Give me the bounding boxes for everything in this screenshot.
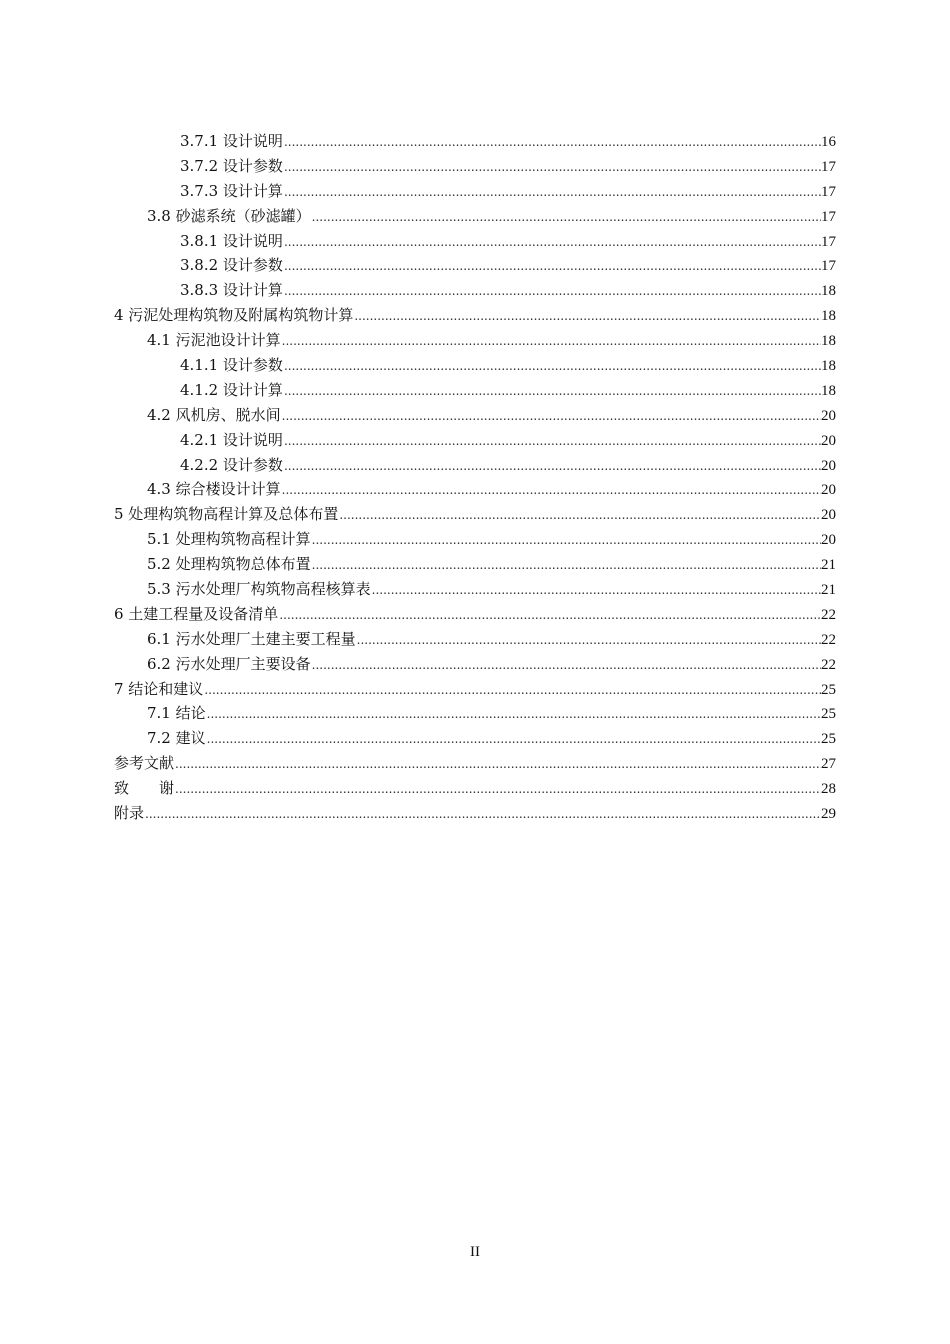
toc-leader-dots: [284, 180, 821, 205]
toc-entry-title: 3.8.2 设计参数: [180, 256, 283, 275]
toc-entry-title: 5.2 处理构筑物总体布置: [147, 555, 311, 574]
toc-entry-page: 20: [821, 532, 836, 549]
toc-entry[interactable]: [114, 229, 836, 254]
toc-entry-page: 22: [821, 631, 836, 648]
toc-entry[interactable]: [114, 751, 836, 776]
toc-entry-page: 20: [821, 457, 836, 474]
toc-leader-dots: [284, 155, 821, 180]
toc-entry-page: 25: [821, 681, 836, 698]
toc-entry[interactable]: [114, 701, 836, 726]
toc-entry[interactable]: [114, 577, 836, 602]
toc-entry[interactable]: [114, 726, 836, 751]
toc-entry-title: 7.2 建议: [147, 729, 206, 748]
toc-entry-title: 4.2.1 设计说明: [180, 430, 283, 449]
toc-entry-page: 21: [821, 557, 836, 574]
toc-entry[interactable]: [114, 278, 836, 303]
toc-leader-dots: [284, 230, 821, 255]
toc-entry-title: 7 结论和建议: [114, 679, 204, 698]
toc-entry-page: 20: [821, 507, 836, 524]
toc-entry-page: 20: [821, 407, 836, 424]
toc-entry-title: 4.1.1 设计参数: [180, 356, 283, 375]
toc-entry-title: 3.7.2 设计参数: [180, 156, 283, 175]
toc-leader-dots: [282, 478, 821, 503]
toc-entry-title: 6.2 污水处理厂主要设备: [147, 654, 311, 673]
toc-entry-title: 6 土建工程量及设备清单: [114, 604, 279, 623]
toc-entry-page: 16: [821, 134, 836, 150]
toc-leader-dots: [175, 752, 821, 777]
toc-entry-title: 3.7.1 设计说明: [180, 132, 283, 150]
toc-entry-page: 18: [821, 333, 836, 350]
toc-entry-title: 4.3 综合楼设计计算: [147, 480, 281, 499]
toc-entry-title: 3.8 砂滤系统（砂滤罐）: [147, 206, 311, 225]
toc-entry-page: 17: [821, 183, 836, 200]
toc-entry-page: 22: [821, 656, 836, 673]
toc-entry-title: 4.1.2 设计计算: [180, 380, 283, 399]
toc-entry[interactable]: [114, 801, 836, 826]
toc-entry-page: 17: [821, 158, 836, 175]
toc-leader-dots: [354, 304, 821, 329]
toc-leader-dots: [312, 528, 821, 553]
toc-entry[interactable]: [114, 253, 836, 278]
toc-entry-page: 21: [821, 582, 836, 599]
toc-entry[interactable]: [114, 677, 836, 702]
toc-leader-dots: [284, 130, 821, 155]
toc-entry-page: 17: [821, 208, 836, 225]
toc-entry-page: 22: [821, 606, 836, 623]
toc-entry-title: 3.7.3 设计计算: [180, 181, 283, 200]
toc-leader-dots: [312, 553, 821, 578]
toc-entry-page: 18: [821, 358, 836, 375]
toc-leader-dots: [207, 727, 821, 752]
toc-entry[interactable]: [114, 353, 836, 378]
toc-entry[interactable]: [114, 428, 836, 453]
toc-entry-page: 18: [821, 308, 836, 325]
toc-entry-title: 5.3 污水处理厂构筑物高程核算表: [147, 580, 371, 599]
toc-entry-page: 17: [821, 233, 836, 250]
toc-entry[interactable]: [114, 627, 836, 652]
toc-leader-dots: [175, 777, 821, 802]
toc-leader-dots: [284, 354, 821, 379]
toc-entry-page: 25: [821, 731, 836, 748]
toc-leader-dots: [145, 802, 821, 827]
toc-entry-page: 25: [821, 706, 836, 723]
toc-entry[interactable]: [114, 652, 836, 677]
toc-leader-dots: [357, 628, 821, 653]
toc-leader-dots: [284, 454, 821, 479]
toc-entry-page: 20: [821, 432, 836, 449]
toc-entry[interactable]: [114, 477, 836, 502]
toc-leader-dots: [284, 429, 821, 454]
toc-entry-page: 29: [821, 806, 836, 823]
toc-entry-title: 3.8.1 设计说明: [180, 231, 283, 250]
toc-entry-title: 4.2 风机房、脱水间: [147, 405, 281, 424]
toc-entry-title: 5.1 处理构筑物高程计算: [147, 530, 311, 549]
table-of-contents: [114, 129, 836, 826]
toc-entry-title: 参考文献: [114, 754, 175, 773]
toc-entry-page: 17: [821, 258, 836, 275]
toc-entry-page: 18: [821, 283, 836, 300]
toc-entry[interactable]: [114, 303, 836, 328]
toc-entry[interactable]: [114, 527, 836, 552]
toc-leader-dots: [282, 329, 821, 354]
toc-entry-title: 6.1 污水处理厂土建主要工程量: [147, 629, 356, 648]
toc-entry[interactable]: [114, 179, 836, 204]
toc-entry-title: 致 谢: [114, 779, 175, 798]
toc-entry[interactable]: [114, 378, 836, 403]
toc-entry-page: 18: [821, 382, 836, 399]
toc-leader-dots: [312, 205, 821, 230]
toc-leader-dots: [284, 279, 821, 304]
toc-leader-dots: [207, 702, 821, 727]
toc-entry-title: 附录: [114, 804, 145, 823]
toc-entry-title: 3.8.3 设计计算: [180, 281, 283, 300]
toc-leader-dots: [284, 379, 821, 404]
toc-entry-title: 4.2.2 设计参数: [180, 455, 283, 474]
toc-leader-dots: [372, 578, 821, 603]
toc-entry[interactable]: [114, 602, 836, 627]
toc-entry[interactable]: [114, 453, 836, 478]
toc-leader-dots: [279, 603, 821, 628]
toc-entry[interactable]: [114, 129, 836, 154]
toc-entry[interactable]: [114, 204, 836, 229]
toc-entry[interactable]: [114, 154, 836, 179]
toc-entry[interactable]: [114, 776, 836, 801]
toc-entry[interactable]: [114, 403, 836, 428]
toc-entry[interactable]: [114, 502, 836, 527]
toc-leader-dots: [284, 254, 821, 279]
toc-entry-page: 20: [821, 482, 836, 499]
toc-entry-title: 4.1 污泥池设计计算: [147, 331, 281, 350]
toc-entry-page: 27: [821, 756, 836, 773]
toc-entry[interactable]: [114, 328, 836, 353]
page-number: II: [470, 1244, 480, 1260]
toc-entry-title: 4 污泥处理构筑物及附属构筑物计算: [114, 306, 354, 325]
toc-entry-page: 28: [821, 781, 836, 798]
toc-entry-title: 7.1 结论: [147, 704, 206, 723]
toc-leader-dots: [339, 503, 821, 528]
toc-leader-dots: [282, 404, 821, 429]
toc-leader-dots: [312, 653, 821, 678]
toc-entry[interactable]: [114, 552, 836, 577]
toc-leader-dots: [204, 678, 821, 703]
toc-entry-title: 5 处理构筑物高程计算及总体布置: [114, 505, 339, 524]
